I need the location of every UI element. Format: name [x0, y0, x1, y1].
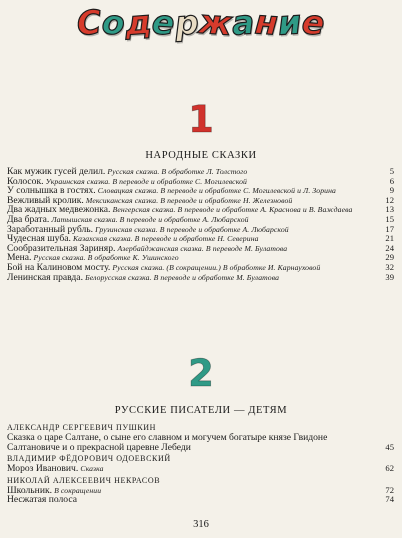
page-ref: 72 — [385, 484, 394, 495]
page-ref: 32 — [385, 261, 394, 272]
section-heading-folk-tales: НАРОДНЫЕ СКАЗКИ — [145, 150, 257, 161]
section-heading-russian-writers: РУССКИЕ ПИСАТЕЛИ — ДЕТЯМ — [114, 405, 288, 416]
page-ref: 45 — [385, 441, 394, 452]
title-letter: и — [277, 2, 304, 43]
page-ref: 12 — [385, 194, 394, 205]
toc-entry[interactable]: Чудесная шуба. Казахская сказка. В переводе и обработке Н. Северина 21 — [7, 233, 394, 245]
page-ref: 17 — [385, 223, 394, 234]
toc-entry[interactable]: Мена. Русская сказка. В обработке К. Ушинского 29 — [7, 252, 394, 264]
page-ref: 39 — [385, 271, 394, 282]
author-name: НИКОЛАЙ АЛЕКСЕЕВИЧ НЕКРАСОВ — [7, 475, 161, 485]
toc-entry[interactable]: Два брата. Латышская сказка. В переводе и обработке А. Любарской 15 — [7, 213, 394, 225]
toc-entry[interactable]: Колосок. Украинская сказка. В переводе и обработке С. Могилевской 6 — [7, 175, 394, 187]
title-letter: е — [150, 2, 177, 43]
toc-entry[interactable]: Два жадных медвежонка. Венгерская сказка. В переводе и обработке А. Краснова и В. Важдаева 13 — [7, 204, 394, 216]
title-letter: ж — [197, 1, 234, 44]
author-name: ВЛАДИМИР ФЁДОРОВИЧ ОДОЕВСКИЙ — [7, 454, 171, 464]
section-1-entries — [7, 167, 394, 282]
page-ref: 6 — [389, 175, 394, 186]
page-title — [0, 3, 402, 43]
toc-entry[interactable]: Заработанный рубль. Грузинская сказка. В переводе и обработке А. Любарской 17 — [7, 223, 394, 235]
page-ref: 21 — [385, 233, 394, 244]
page-ref: 13 — [385, 204, 394, 215]
page-ref: 62 — [385, 463, 394, 474]
page-ref: 15 — [385, 213, 394, 224]
toc-entry[interactable]: Бой на Калиновом мосту. Русская сказка. (В сокращении.) В обработке И. Карнауховой 32 — [7, 261, 394, 273]
toc-entry[interactable]: Сказка о царе Салтане, о сыне его славном и могучем богатыре князе Гвидоне Салтановиче и о прекрасной царевне Лебеди 45 — [7, 432, 394, 453]
title-letter: С — [75, 2, 103, 43]
page-ref: 24 — [385, 242, 394, 253]
title-letter: о — [100, 2, 127, 43]
title-letter: н — [253, 2, 280, 43]
toc-entry[interactable]: Как мужик гусей делил. Русская сказка. В обработке Л. Толстого 5 — [7, 166, 394, 177]
toc-entry[interactable]: Школьник. В сокращении 72 — [7, 484, 394, 496]
title-letter: е — [300, 2, 327, 43]
page-ref: 9 — [389, 185, 394, 196]
author-name: АЛЕКСАНДР СЕРГЕЕВИЧ ПУШКИН — [7, 423, 157, 432]
page-ref: 5 — [389, 166, 394, 176]
toc-entry[interactable]: У солнышка в гостях. Словацкая сказка. В переводе и обработке С. Могилевской и Л. Зорина 9 — [7, 185, 394, 197]
title-letter: а — [231, 2, 257, 43]
toc-entry[interactable]: Мороз Иванович. Сказка 62 — [7, 463, 394, 475]
page-number: 316 — [193, 519, 209, 530]
toc-entry[interactable]: Сообразительная Зариняр. Азербайджанская сказка. В переводе М. Булатова 24 — [7, 242, 394, 254]
section-number-2: 2 — [188, 352, 214, 395]
section-number-1: 1 — [188, 98, 214, 141]
title-letter: д — [123, 2, 154, 43]
toc-entry[interactable]: Несжатая полоса 74 — [7, 494, 394, 506]
section-2-entries — [7, 421, 394, 505]
page-ref: 74 — [385, 494, 394, 505]
title-letter: р — [173, 2, 201, 43]
toc-entry[interactable]: Вежливый кролик. Мексиканская сказка. В переводе и обработке Н. Железновой 12 — [7, 194, 394, 206]
page-ref: 29 — [385, 252, 394, 263]
toc-entry[interactable]: Ленинская правда. Белорусская сказка. В переводе и обработке М. Булатова 39 — [7, 271, 394, 283]
